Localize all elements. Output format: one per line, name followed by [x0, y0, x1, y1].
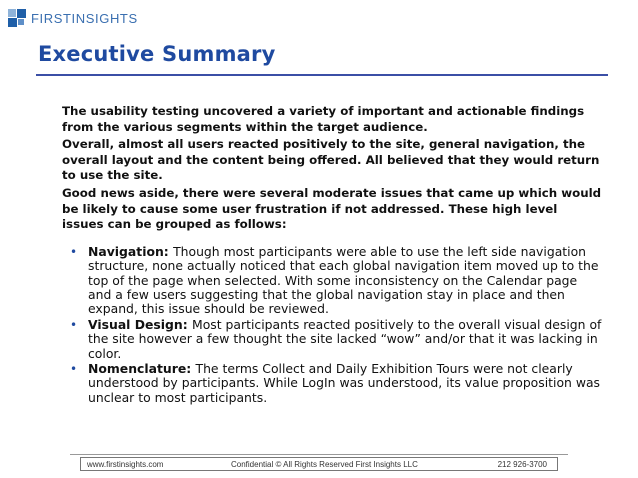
issue-term: Visual Design: — [88, 316, 193, 332]
issue-term: Nomenclature: — [88, 361, 196, 376]
bullet-icon: • — [70, 244, 78, 259]
issue-description: Though most participants were able to use the left side navigation structure, none actually noticed that each global navigation item moved up to the top of the page when selected. With some inconsistency on the Calendar page and a few users suggesting that the global navigation stay in place and then expand, this issue should be reviewed. — [88, 243, 599, 317]
issue-item-nomenclature — [62, 362, 602, 405]
company-logo — [8, 8, 138, 28]
logo-text: FIRSTINSIGHTS — [31, 10, 138, 26]
issue-description: Most participants reacted positively to the overall visual design of the site however a few thought the site lacked “wow” and/or that it was lacking in color. — [88, 316, 602, 361]
slide-content — [62, 104, 602, 406]
issue-term: Navigation: — [88, 243, 174, 259]
footer-divider — [70, 454, 568, 455]
footer-confidential: Confidential © All Rights Reserved First Insights LLC — [231, 460, 418, 469]
issue-item-navigation — [62, 245, 602, 317]
footer-phone: 212 926-3700 — [497, 460, 547, 469]
footer-url: www.firstinsights.com — [87, 460, 164, 469]
summary-paragraph: Overall, almost all users reacted positively to the site, general navigation, the overall layout and the content being offered. All believed that they would return to use the site. — [62, 137, 600, 183]
slide-title: Executive Summary — [38, 42, 276, 66]
issue-item-visual-design — [62, 318, 602, 361]
issue-list — [62, 245, 602, 405]
summary-paragraph: The usability testing uncovered a variety of important and actionable findings from the various segments within the target audience. — [62, 104, 585, 134]
summary-paragraph: Good news aside, there were several moderate issues that came up which would be likely to cause some user frustration if not addressed. These high level issues can be grouped as follows: — [62, 185, 602, 232]
footer-bar — [80, 457, 558, 471]
logo-mark-icon — [8, 9, 26, 27]
title-divider — [36, 74, 608, 76]
issue-description: The terms Collect and Daily Exhibition Tours were not clearly understood by participants. While LogIn was understood, its value proposition was unclear to most participants. — [88, 361, 601, 405]
bullet-icon: • — [70, 362, 78, 376]
bullet-icon: • — [70, 317, 78, 332]
